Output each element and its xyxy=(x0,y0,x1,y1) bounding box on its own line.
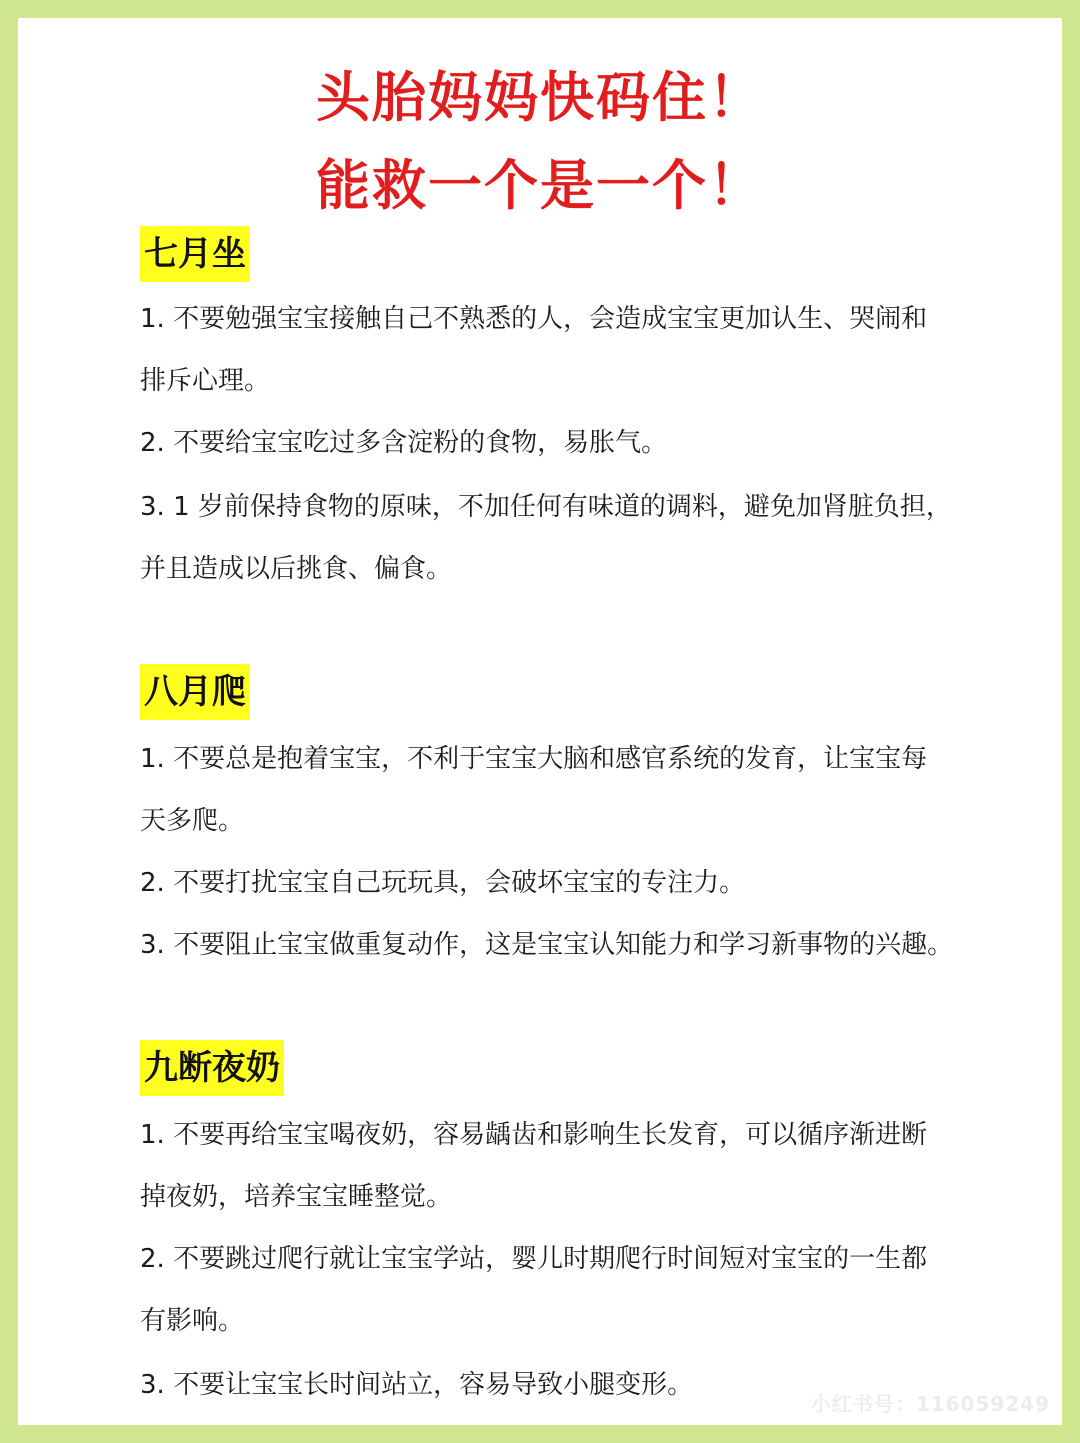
section-3-line-5: 3. 不要让宝宝长时间站立，容易导致小腿变形。 xyxy=(140,1370,694,1400)
page-title-line-2: 能救一个是一个！ xyxy=(316,154,764,217)
section-2-line-3: 2. 不要打扰宝宝自己玩玩具，会破坏宝宝的专注力。 xyxy=(140,868,746,898)
document-page xyxy=(18,18,1062,1425)
section-3-line-1: 1. 不要再给宝宝喝夜奶，容易龋齿和影响生长发育，可以循序渐进断 xyxy=(140,1120,928,1150)
section-heading-eight-months: 八月爬 xyxy=(140,664,250,720)
watermark-text: 小红书号：116059249 xyxy=(810,1392,1050,1416)
section-1-line-5: 并且造成以后挑食、偏食。 xyxy=(140,554,453,584)
section-3-line-3: 2. 不要跳过爬行就让宝宝学站，婴儿时期爬行时间短对宝宝的一生都 xyxy=(140,1244,928,1274)
section-1-line-2: 排斥心理。 xyxy=(140,366,271,396)
section-1-line-1: 1. 不要勉强宝宝接触自己不熟悉的人，会造成宝宝更加认生、哭闹和 xyxy=(140,304,928,334)
section-heading-seven-months: 七月坐 xyxy=(140,226,250,282)
section-1-line-4: 3. 1 岁前保持食物的原味，不加任何有味道的调料，避免加肾脏负担， xyxy=(140,492,952,522)
section-1-line-3: 2. 不要给宝宝吃过多含淀粉的食物，易胀气。 xyxy=(140,428,668,458)
section-2-line-4: 3. 不要阻止宝宝做重复动作，这是宝宝认知能力和学习新事物的兴趣。 xyxy=(140,930,954,960)
page-title-line-1: 头胎妈妈快码住！ xyxy=(316,66,764,129)
section-3-line-4: 有影响。 xyxy=(140,1306,245,1336)
section-heading-nine-months: 九断夜奶 xyxy=(140,1040,284,1096)
section-3-line-2: 掉夜奶，培养宝宝睡整觉。 xyxy=(140,1182,453,1212)
section-2-line-1: 1. 不要总是抱着宝宝，不利于宝宝大脑和感官系统的发育，让宝宝每 xyxy=(140,744,928,774)
section-2-line-2: 天多爬。 xyxy=(140,806,245,836)
